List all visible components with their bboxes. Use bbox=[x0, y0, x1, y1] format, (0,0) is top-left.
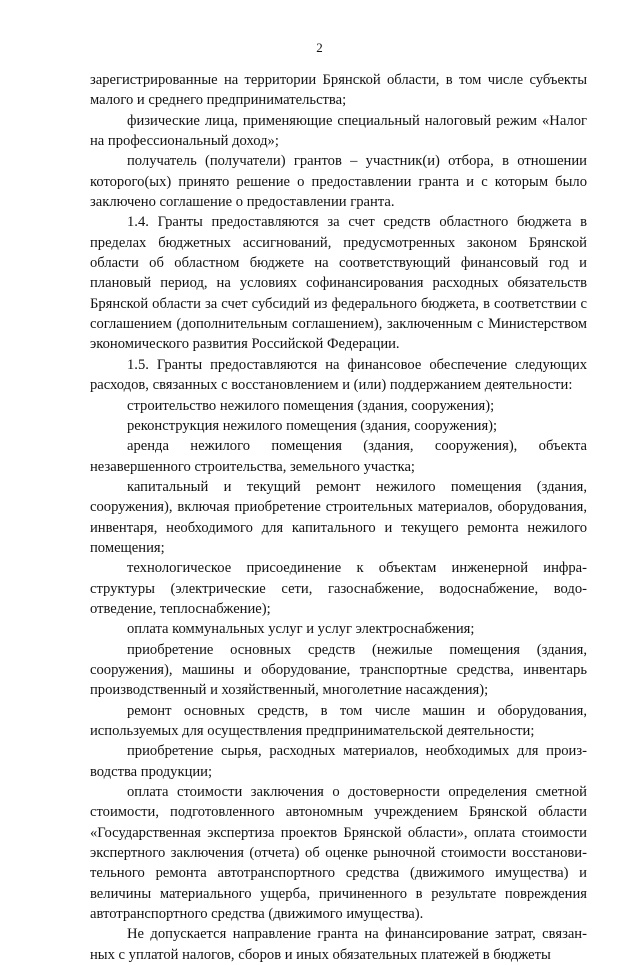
list-item-utilities: оплата коммунальных услуг и услуг электроснабжения; bbox=[127, 621, 475, 638]
list-item-raw-materials: приобретение сырья, расходных материалов, необходимых для производства продукции; bbox=[90, 743, 587, 780]
list-item-repair: капитальный и текущий ремонт нежилого помещения (здания, сооружения), включая приобретение строительных материалов, оборудования, инвентаря, необходимого для капитального и текущего ремонта нежилого помещения; bbox=[90, 478, 587, 556]
list-item-infrastructure-connection: технологическое присоединение к объектам инженерной инфраструктуры (электрические сети, газоснабжение, водоснабжение, водоотведение, теплоснабжение); bbox=[90, 560, 587, 617]
list-item-fixed-assets-repair: ремонт основных средств, в том числе машин и оборудования, используемых для осуществления предпринимательской деятельности; bbox=[90, 702, 587, 739]
paragraph-prohibited-expenses: Не допускается направление гранта на финансирование затрат, связанных с уплатой налогов, сборов и иных обязательных платежей в бюджеты bbox=[90, 926, 587, 963]
paragraph-section-1-4: 1.4. Гранты предоставляются за счет средств областного бюджета в пределах бюджетных ассигнований, предусмотренных законом Брянской области об областном бюджете на соответствующий финансовый год и плановый период, на условиях софинансирования расходных обязательств Брянской области за счет субсидий из федерального бюджета, в соответствии с соглашением (дополнительным соглашением), заключенным с Министерством экономического развития Российской Федерации. bbox=[90, 214, 587, 353]
list-item-rent: аренда нежилого помещения (здания, сооружения), объекта незавершенного строительства, земельного участка; bbox=[90, 438, 587, 475]
list-item-construction: строительство нежилого помещения (здания, сооружения); bbox=[127, 397, 495, 414]
paragraph-section-1-5: 1.5. Гранты предоставляются на финансовое обеспечение следующих расходов, связанных с восстановлением и (или) поддержанием деятельности: bbox=[90, 356, 587, 394]
page-number: 2 bbox=[316, 40, 323, 55]
document-body bbox=[90, 70, 587, 965]
list-item-expert-assessment: оплата стоимости заключения о достоверности определения сметной стоимости, подготовленного автономным учреждением Брянской области «Государственная экспертиза проектов Брянской области», оплата стоимости экспертного заключения (отчета) об оценке рыночной стоимости восстановительного ремонта автотранспортного средства (движимого имущества) и величины материального ущерба, причиненного в результате повреждения автотранспортного средства (движимого имущества). bbox=[90, 784, 587, 923]
paragraph-recipients-registered: зарегистрированные на территории Брянской области, в том числе субъекты малого и среднего предпринимательства; bbox=[90, 72, 587, 109]
paragraph-grant-recipient-definition: получатель (получатели) грантов – участник(и) отбора, в отношении которого(ых) принято решение о предоставлении гранта и с которым было заключено соглашение о предоставлении гранта. bbox=[90, 153, 587, 211]
paragraph-self-employed: физические лица, применяющие специальный налоговый режим «Налог на профессиональный доход»; bbox=[90, 112, 587, 150]
list-item-reconstruction: реконструкция нежилого помещения (здания, сооружения); bbox=[127, 417, 498, 434]
list-item-fixed-assets-purchase: приобретение основных средств (нежилые помещения (здания, сооружения), машины и оборудование, транспортные средства, инвентарь производственный и хозяйственный, многолетние насаждения); bbox=[90, 641, 587, 699]
